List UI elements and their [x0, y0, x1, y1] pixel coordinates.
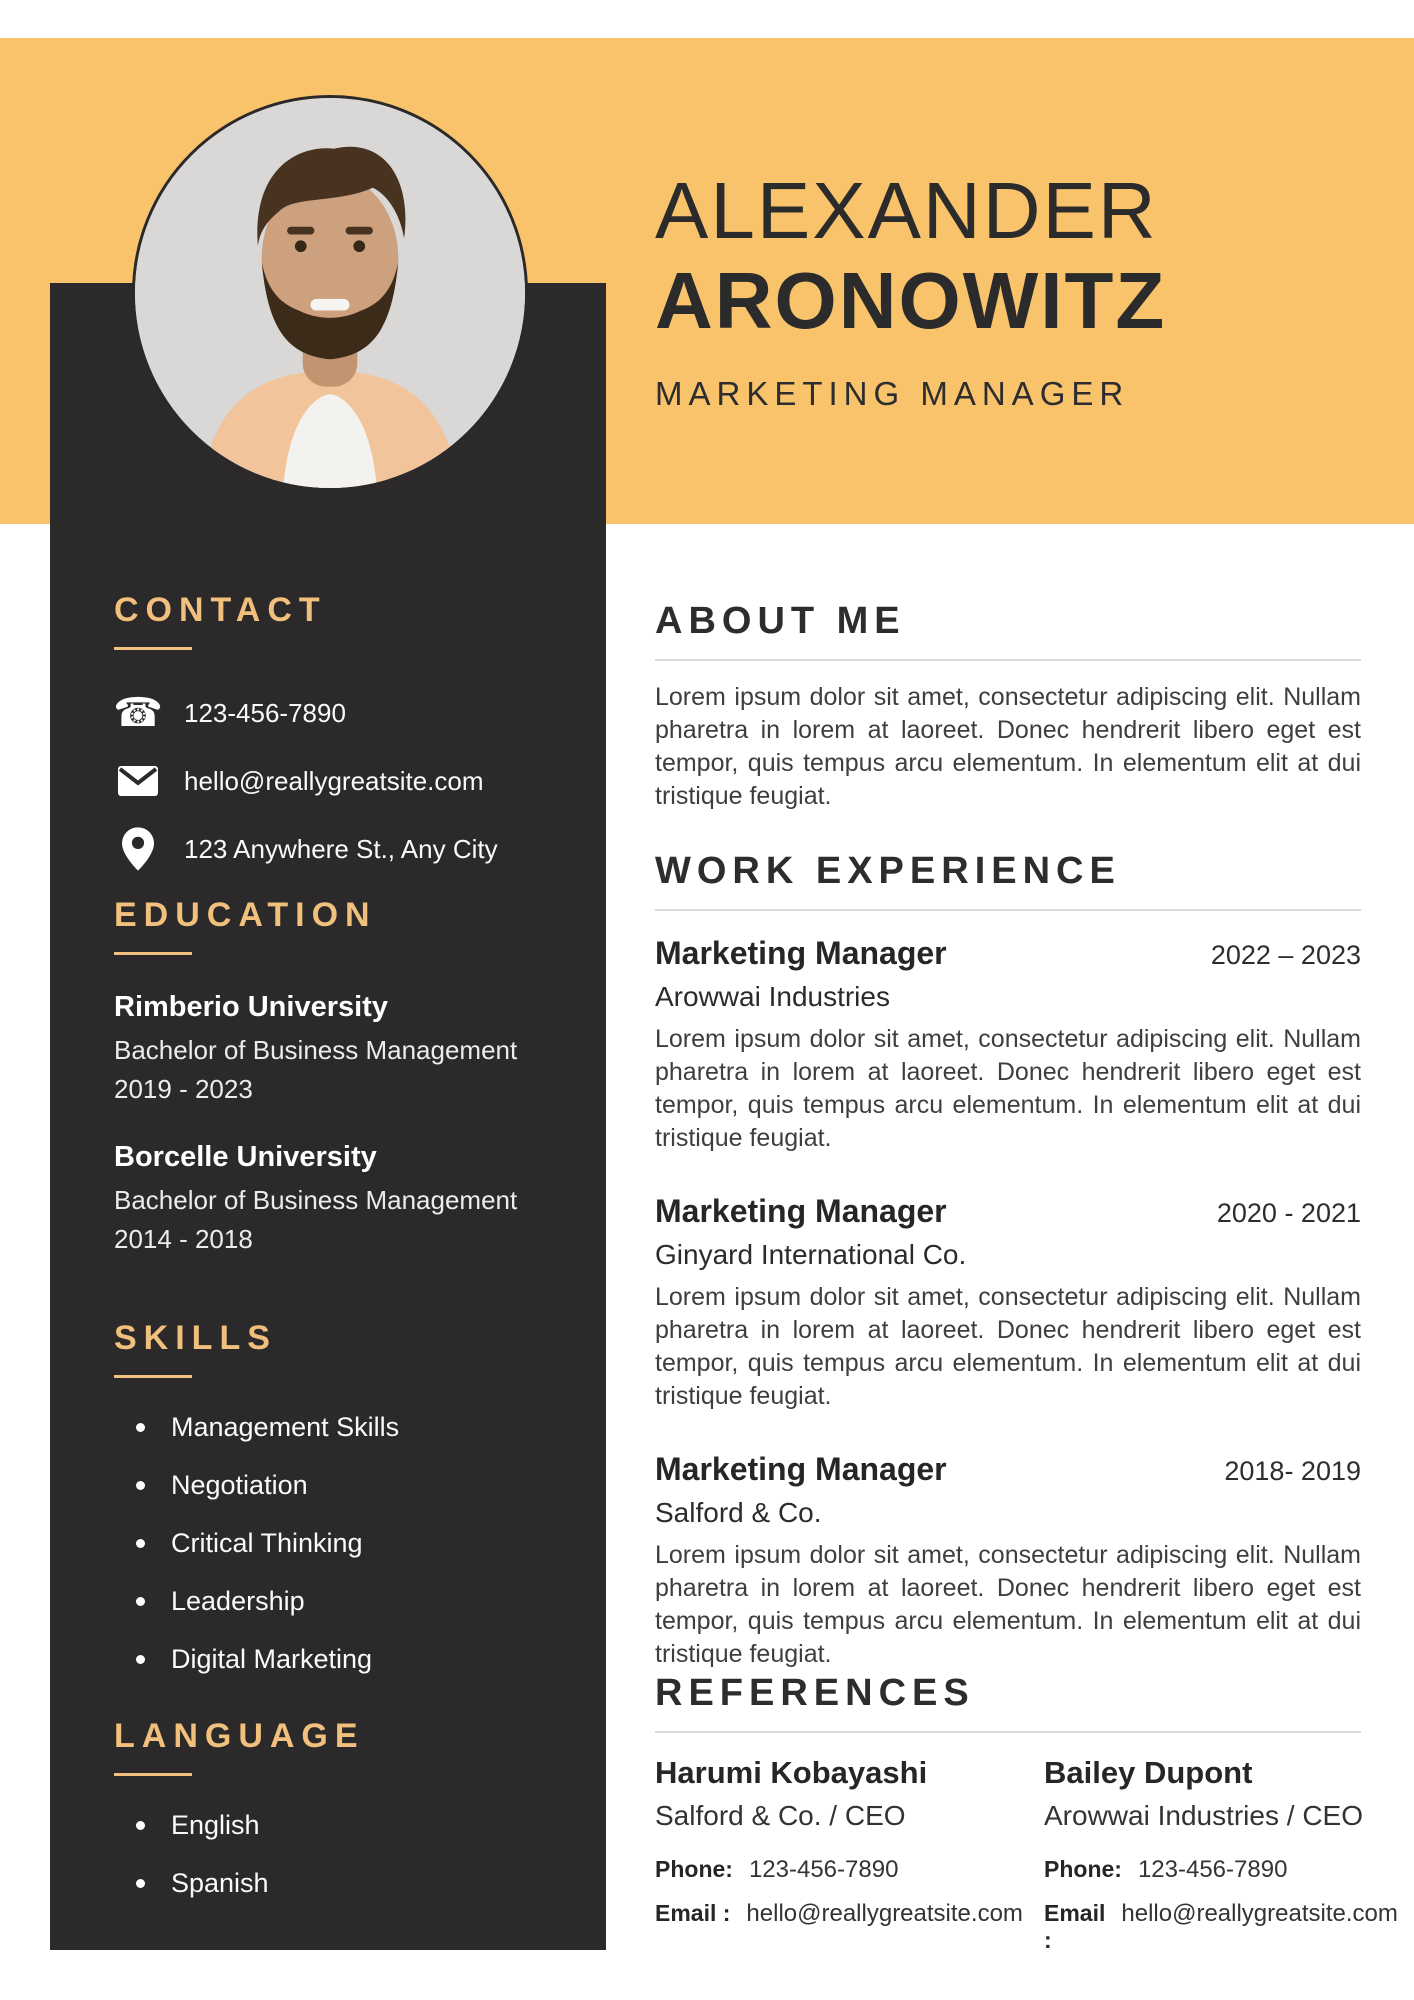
skills-list — [114, 1412, 554, 1675]
language-heading: LANGUAGE — [114, 1717, 365, 1755]
job-company: Arowwai Industries — [655, 981, 890, 1012]
job-role: Marketing Manager — [655, 1193, 947, 1229]
reference-email: hello@reallygreatsite.com — [1121, 1900, 1398, 1927]
bullet-dot — [136, 1879, 145, 1888]
job-role: Marketing Manager — [655, 935, 947, 971]
school-name: Borcelle University — [114, 1141, 377, 1173]
references-divider — [655, 1731, 1361, 1733]
language-underline — [114, 1773, 192, 1776]
job-role: Marketing Manager — [655, 1451, 947, 1487]
reference-phone: 123-456-7890 — [748, 1856, 899, 1883]
last-name: ARONOWITZ — [655, 256, 1167, 346]
contact-heading: CONTACT — [114, 591, 327, 629]
job-description: Lorem ipsum dolor sit amet, consectetur adipiscing elit. Nullam pharetra in lorem at laoreet. Donec hendrerit libero eget est tempor, quis tempus arcu elementum. In elementum elit at dui tristique feugiat. — [655, 1541, 1361, 1668]
study-years: 2014 - 2018 — [114, 1224, 253, 1254]
reference-phone-row — [655, 1856, 1044, 1884]
bullet-dot — [136, 1423, 145, 1432]
contact-list — [114, 690, 554, 872]
skill-label: Management Skills — [171, 1412, 400, 1442]
experience-section — [655, 850, 1361, 1671]
references-heading: REFERENCES — [655, 1672, 975, 1714]
profile-photo — [132, 95, 528, 491]
education-entry — [114, 1141, 554, 1255]
reference-phone: 123-456-7890 — [1137, 1856, 1288, 1883]
email-label: Email : — [1044, 1900, 1106, 1953]
reference-phone-row — [1044, 1856, 1398, 1884]
skill-label: Negotiation — [171, 1470, 308, 1500]
reference-position: Salford & Co. / CEO — [655, 1800, 906, 1831]
skill-item — [114, 1470, 554, 1501]
contact-underline — [114, 647, 192, 650]
language-item — [114, 1810, 554, 1841]
contact-section — [114, 591, 554, 872]
job-header — [655, 1451, 1361, 1488]
about-text: Lorem ipsum dolor sit amet, consectetur adipiscing elit. Nullam pharetra in lorem at laoreet. Donec hendrerit libero eget est tempor, quis tempus arcu elementum. In elementum elit at dui tristique feugiat. — [655, 683, 1361, 810]
contact-row-phone — [114, 690, 554, 736]
language-item — [114, 1868, 554, 1899]
email-address: hello@reallygreatsite.com — [184, 765, 484, 796]
job-entry — [655, 1193, 1361, 1413]
skill-item — [114, 1412, 554, 1443]
references-grid — [655, 1755, 1398, 1954]
skill-label: Leadership — [171, 1586, 305, 1616]
contact-row-location — [114, 826, 554, 872]
portrait-illustration — [135, 98, 525, 488]
reference-name: Bailey Dupont — [1044, 1755, 1253, 1790]
school-name: Rimberio University — [114, 991, 388, 1023]
degree: Bachelor of Business Management — [114, 1035, 518, 1065]
skills-underline — [114, 1375, 192, 1378]
skill-item — [114, 1528, 554, 1559]
skill-label: Digital Marketing — [171, 1644, 373, 1674]
reference-card — [655, 1755, 1044, 1954]
job-title: MARKETING MANAGER — [655, 374, 1130, 412]
about-divider — [655, 659, 1361, 661]
experience-divider — [655, 909, 1361, 911]
language-section — [114, 1717, 554, 1899]
skills-section — [114, 1319, 554, 1675]
degree: Bachelor of Business Management — [114, 1185, 518, 1215]
job-entry — [655, 1451, 1361, 1671]
email-icon — [114, 766, 162, 796]
skills-heading: SKILLS — [114, 1319, 277, 1357]
job-period: 2018- 2019 — [1224, 1456, 1361, 1486]
reference-position: Arowwai Industries / CEO — [1044, 1800, 1363, 1831]
skill-item — [114, 1644, 554, 1675]
reference-email-row — [655, 1900, 1044, 1928]
language-label: English — [171, 1810, 260, 1840]
reference-email: hello@reallygreatsite.com — [746, 1900, 1023, 1927]
job-company: Ginyard International Co. — [655, 1239, 967, 1270]
bullet-dot — [136, 1655, 145, 1664]
job-period: 2020 - 2021 — [1216, 1198, 1361, 1228]
contact-row-email — [114, 758, 554, 804]
phone-icon: ☎ — [113, 690, 163, 736]
job-entry — [655, 935, 1361, 1155]
education-underline — [114, 952, 192, 955]
email-label: Email : — [655, 1900, 731, 1926]
about-section — [655, 600, 1361, 813]
location-icon — [114, 827, 162, 871]
job-period: 2022 – 2023 — [1210, 940, 1361, 970]
job-header — [655, 1193, 1361, 1230]
job-description: Lorem ipsum dolor sit amet, consectetur adipiscing elit. Nullam pharetra in lorem at laoreet. Donec hendrerit libero eget est tempor, quis tempus arcu elementum. In elementum elit at dui tristique feugiat. — [655, 1283, 1361, 1410]
bullet-dot — [136, 1597, 145, 1606]
education-section — [114, 896, 554, 1255]
street-address: 123 Anywhere St., Any City — [184, 833, 498, 864]
bullet-dot — [136, 1481, 145, 1490]
language-list — [114, 1810, 554, 1899]
language-label: Spanish — [171, 1868, 269, 1898]
phone-number: 123-456-7890 — [184, 697, 346, 728]
skill-item — [114, 1586, 554, 1617]
first-name: ALEXANDER — [655, 166, 1158, 255]
reference-name: Harumi Kobayashi — [655, 1755, 928, 1790]
job-description: Lorem ipsum dolor sit amet, consectetur adipiscing elit. Nullam pharetra in lorem at laoreet. Donec hendrerit libero eget est tempor, quis tempus arcu elementum. In elementum elit at dui tristique feugiat. — [655, 1025, 1361, 1152]
skill-label: Critical Thinking — [171, 1528, 363, 1558]
references-section — [655, 1672, 1398, 1954]
experience-heading: WORK EXPERIENCE — [655, 850, 1121, 892]
sidebar — [50, 283, 606, 1950]
job-header — [655, 935, 1361, 972]
name-block — [655, 168, 1166, 413]
bullet-dot — [136, 1821, 145, 1830]
education-entry — [114, 991, 554, 1105]
about-heading: ABOUT ME — [655, 600, 906, 642]
reference-card — [1044, 1755, 1398, 1954]
reference-email-row — [1044, 1900, 1398, 1954]
study-years: 2019 - 2023 — [114, 1074, 253, 1104]
job-company: Salford & Co. — [655, 1497, 822, 1528]
phone-label: Phone: — [655, 1856, 733, 1882]
phone-label: Phone: — [1044, 1856, 1122, 1882]
education-heading: EDUCATION — [114, 896, 377, 934]
bullet-dot — [136, 1539, 145, 1548]
